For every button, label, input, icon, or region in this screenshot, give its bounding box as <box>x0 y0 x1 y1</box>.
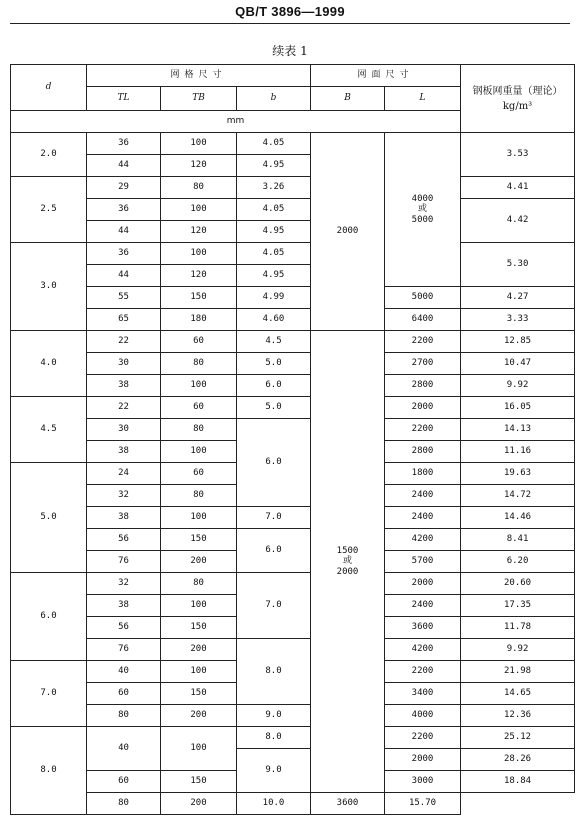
col-header-tb: TB <box>161 87 237 111</box>
b-width-value: 1500 <box>336 545 359 556</box>
weight-cell: 14.65 <box>461 683 575 705</box>
l-cell: 3400 <box>385 683 461 705</box>
weight-cell: 12.36 <box>461 705 575 727</box>
weight-cell: 20.60 <box>461 573 575 595</box>
tb-cell: 60 <box>161 463 237 485</box>
tl-cell: 56 <box>87 617 161 639</box>
l-cell: 4200 <box>385 639 461 661</box>
tl-cell: 55 <box>87 287 161 309</box>
l-value: 4000 <box>411 193 434 204</box>
weight-cell: 10.47 <box>461 353 575 375</box>
col-header-weight <box>461 65 575 133</box>
tb-cell: 100 <box>161 441 237 463</box>
tl-cell: 30 <box>87 353 161 375</box>
tb-cell: 80 <box>161 573 237 595</box>
header-rule <box>10 23 570 24</box>
col-header-face: 网面尺寸 <box>311 65 461 87</box>
l-cell: 2400 <box>385 595 461 617</box>
tl-cell: 80 <box>87 793 161 815</box>
l-cell: 4200 <box>385 529 461 551</box>
weight-cell: 4.27 <box>461 287 575 309</box>
tb-cell: 60 <box>161 397 237 419</box>
tl-cell: 40 <box>87 727 161 771</box>
tl-cell: 22 <box>87 397 161 419</box>
b-cell: 4.60 <box>237 309 311 331</box>
weight-cell: 12.85 <box>461 331 575 353</box>
weight-cell: 21.98 <box>461 661 575 683</box>
col-header-b-width: B <box>311 87 385 111</box>
b-width-cell <box>311 331 385 793</box>
b-cell: 3.26 <box>237 177 311 199</box>
weight-cell: 28.26 <box>461 749 575 771</box>
weight-cell: 8.41 <box>461 529 575 551</box>
col-header-mesh: 网格尺寸 <box>87 65 311 87</box>
tl-cell: 32 <box>87 485 161 507</box>
b-cell: 9.0 <box>237 749 311 793</box>
col-header-b: b <box>237 87 311 111</box>
b-cell: 8.0 <box>237 639 311 705</box>
tb-cell: 100 <box>161 661 237 683</box>
tb-cell: 100 <box>161 243 237 265</box>
weight-cell: 19.63 <box>461 463 575 485</box>
d-value: 5.0 <box>11 463 87 573</box>
tb-cell: 80 <box>161 485 237 507</box>
weight-label: 钢板网重量（理论） <box>472 85 563 97</box>
l-cell: 6400 <box>385 309 461 331</box>
d-value: 7.0 <box>11 661 87 727</box>
l-cell: 3600 <box>311 793 385 815</box>
b-cell: 4.95 <box>237 265 311 287</box>
d-value: 2.0 <box>11 133 87 177</box>
tb-cell: 100 <box>161 595 237 617</box>
b-cell: 8.0 <box>237 727 311 749</box>
weight-cell: 18.84 <box>461 771 575 793</box>
weight-cell: 3.53 <box>461 133 575 177</box>
weight-cell: 4.42 <box>461 199 575 243</box>
tl-cell: 24 <box>87 463 161 485</box>
b-cell: 10.0 <box>237 793 311 815</box>
d-value: 3.0 <box>11 243 87 331</box>
tl-cell: 36 <box>87 199 161 221</box>
d-value: 4.0 <box>11 331 87 397</box>
tl-cell: 36 <box>87 243 161 265</box>
tb-cell: 150 <box>161 617 237 639</box>
b-cell: 4.05 <box>237 243 311 265</box>
weight-cell: 17.35 <box>461 595 575 617</box>
tl-cell: 80 <box>87 705 161 727</box>
tl-cell: 56 <box>87 529 161 551</box>
tb-cell: 150 <box>161 529 237 551</box>
l-value: 5000 <box>411 214 434 225</box>
weight-cell: 9.92 <box>461 375 575 397</box>
tl-cell: 65 <box>87 309 161 331</box>
tb-cell: 180 <box>161 309 237 331</box>
tb-cell: 100 <box>161 375 237 397</box>
l-cell: 2000 <box>385 573 461 595</box>
weight-cell: 14.13 <box>461 419 575 441</box>
tl-cell: 38 <box>87 507 161 529</box>
l-cell: 3600 <box>385 617 461 639</box>
b-cell: 4.95 <box>237 221 311 243</box>
unit-row: mm <box>11 111 461 133</box>
weight-cell: 25.12 <box>461 727 575 749</box>
tl-cell: 36 <box>87 133 161 155</box>
d-value: 4.5 <box>11 397 87 463</box>
l-cell: 2200 <box>385 419 461 441</box>
tb-cell: 80 <box>161 177 237 199</box>
l-cell: 5000 <box>385 287 461 309</box>
tb-cell: 100 <box>161 133 237 155</box>
steel-mesh-table <box>10 64 575 815</box>
d-value: 8.0 <box>11 727 87 815</box>
l-cell <box>385 133 461 287</box>
tb-cell: 120 <box>161 155 237 177</box>
page-header <box>0 0 580 22</box>
b-cell: 6.0 <box>237 375 311 397</box>
l-cell: 3000 <box>385 771 461 793</box>
tl-cell: 32 <box>87 573 161 595</box>
tb-cell: 200 <box>161 705 237 727</box>
tb-cell: 60 <box>161 331 237 353</box>
l-cell: 2700 <box>385 353 461 375</box>
l-cell: 5700 <box>385 551 461 573</box>
weight-cell: 11.78 <box>461 617 575 639</box>
tl-cell: 38 <box>87 441 161 463</box>
tb-cell: 80 <box>161 353 237 375</box>
l-cell: 1800 <box>385 463 461 485</box>
b-cell: 6.0 <box>237 529 311 573</box>
tb-cell: 200 <box>161 639 237 661</box>
l-cell: 2200 <box>385 727 461 749</box>
weight-cell: 6.20 <box>461 551 575 573</box>
tl-cell: 38 <box>87 375 161 397</box>
tl-cell: 76 <box>87 551 161 573</box>
b-width-cell: 2000 <box>311 133 385 331</box>
weight-cell: 3.33 <box>461 309 575 331</box>
tb-cell: 150 <box>161 771 237 793</box>
l-cell: 2000 <box>385 749 461 771</box>
tb-cell: 200 <box>161 551 237 573</box>
tl-cell: 29 <box>87 177 161 199</box>
tb-cell: 120 <box>161 265 237 287</box>
tb-cell: 100 <box>161 507 237 529</box>
tl-cell: 22 <box>87 331 161 353</box>
tl-cell: 44 <box>87 265 161 287</box>
weight-unit: kg/m³ <box>502 100 533 112</box>
l-cell: 2200 <box>385 331 461 353</box>
tl-cell: 40 <box>87 661 161 683</box>
tb-cell: 100 <box>161 199 237 221</box>
b-cell: 4.99 <box>237 287 311 309</box>
weight-cell: 15.70 <box>385 793 461 815</box>
b-cell: 4.05 <box>237 199 311 221</box>
tb-cell: 150 <box>161 287 237 309</box>
standard-number: QB/T 3896—1999 <box>235 4 345 19</box>
weight-cell: 14.46 <box>461 507 575 529</box>
weight-cell: 4.41 <box>461 177 575 199</box>
tl-cell: 38 <box>87 595 161 617</box>
b-cell: 9.0 <box>237 705 311 727</box>
l-cell: 2800 <box>385 375 461 397</box>
l-cell: 2800 <box>385 441 461 463</box>
col-header-d: d <box>11 65 87 111</box>
weight-cell: 5.30 <box>461 243 575 287</box>
d-value: 6.0 <box>11 573 87 661</box>
l-cell: 2400 <box>385 507 461 529</box>
b-cell: 4.95 <box>237 155 311 177</box>
tl-cell: 44 <box>87 221 161 243</box>
tl-cell: 30 <box>87 419 161 441</box>
b-cell: 4.05 <box>237 133 311 155</box>
tb-cell: 120 <box>161 221 237 243</box>
l-cell: 2400 <box>385 485 461 507</box>
b-cell: 4.5 <box>237 331 311 353</box>
tl-cell: 60 <box>87 683 161 705</box>
b-cell: 5.0 <box>237 397 311 419</box>
weight-cell: 11.16 <box>461 441 575 463</box>
b-width-value: 2000 <box>336 566 359 577</box>
tb-cell: 150 <box>161 683 237 705</box>
tb-cell: 80 <box>161 419 237 441</box>
weight-cell: 16.05 <box>461 397 575 419</box>
tl-cell: 44 <box>87 155 161 177</box>
tl-cell: 76 <box>87 639 161 661</box>
weight-cell: 14.72 <box>461 485 575 507</box>
b-cell: 5.0 <box>237 353 311 375</box>
d-value: 2.5 <box>11 177 87 243</box>
l-cell: 2000 <box>385 397 461 419</box>
table-caption: 续表 1 <box>272 44 308 58</box>
tl-cell: 60 <box>87 771 161 793</box>
col-header-l: L <box>385 87 461 111</box>
weight-cell: 9.92 <box>461 639 575 661</box>
b-width-or: 或 <box>343 556 353 567</box>
l-cell: 4000 <box>385 705 461 727</box>
l-cell: 2200 <box>385 661 461 683</box>
b-cell: 6.0 <box>237 419 311 507</box>
tb-cell: 200 <box>161 793 237 815</box>
b-cell: 7.0 <box>237 507 311 529</box>
b-cell: 7.0 <box>237 573 311 639</box>
col-header-tl: TL <box>87 87 161 111</box>
l-or: 或 <box>418 204 428 215</box>
tb-cell: 100 <box>161 727 237 771</box>
